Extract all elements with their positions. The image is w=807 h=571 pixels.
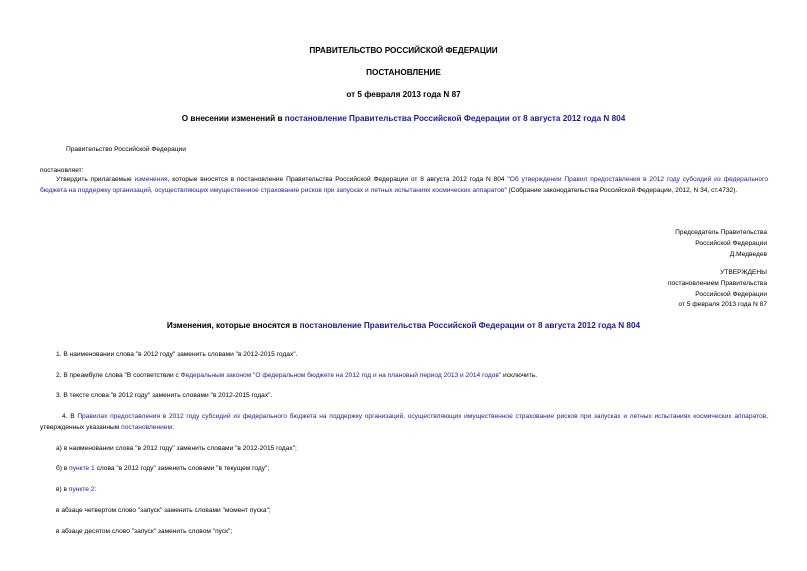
paragraph-4th-change: в абзаце четвертом слово "запуск" заменить словами "момент пуска"; [56,507,271,514]
signature-block [675,228,767,260]
rules-provision-link[interactable]: Правилах предоставления в 2012 году субсидий из федерального бюджета на поддержку организаций, осуществляющих имущественное страхование рисков при запусках и летных испытаниях космических аппаратов [77,413,767,420]
main-paragraph [40,175,768,197]
item-4-text-3: : [172,423,174,431]
changes-title [0,321,807,330]
item-4-text-2: , утвержденных указанным [40,413,769,431]
resolution-link[interactable]: постановлением [121,423,173,431]
subitem-b-text-2: слова "в 2012 году" заменить словами "в текущем году"; [94,465,270,472]
item-2-text-1: 2. В преамбуле слова "В соответствии с [56,372,181,379]
federal-law-link[interactable]: Федеральным законом "О федеральном бюджете на 2012 год и на плановый период 2013 и 2014 годов" [180,372,502,379]
approved-block [668,268,767,311]
subitem-v-text-2: : [94,486,97,493]
document-title-prefix: О внесении изменений в [181,114,285,123]
signature-position: Председатель Правительства [675,229,767,236]
changes-title-link[interactable]: постановление Правительства Российской Федерации от 8 августа 2012 года N 804 [299,321,641,330]
document-type: ПОСТАНОВЛЕНИЕ [366,68,441,77]
item-1: 1. В наименовании слова "в 2012 году" заменить словами "в 2012-2015 годах". [56,351,298,358]
approved-by: постановлением Правительства [667,279,767,287]
approved-date: от 5 февраля 2013 года N 87 [678,301,767,309]
main-paragraph-text-3: " (Собрание законодательства Российской Федерации, 2012, N 34, ст.4732). [504,186,738,194]
point-1-link[interactable]: пункте 1 [69,465,95,472]
approved-label: УТВЕРЖДЕНЫ [720,269,767,276]
item-3: 3. В тексте слова "в 2012 году" заменить словами "в 2012-2015 годах". [56,392,273,399]
main-paragraph-text-1: Утвердить прилагаемые [56,176,135,183]
main-paragraph-text-2: , которые вносятся в постановление Правительства Российской Федерации от 8 августа 2012 года N 804 " [167,176,510,183]
document-title-link[interactable]: постановление Правительства Российской Федерации от 8 августа 2012 года N 804 [284,114,626,123]
subitem-v-text-1: в) в [56,486,69,493]
document-date: от 5 февраля 2013 года N 87 [346,90,461,99]
item-2-text-2: исключить. [501,372,538,379]
signature-org: Российской Федерации [695,239,767,247]
subitem-v [56,485,96,496]
subitem-b-text-1: б) в [56,465,70,472]
signature-name: Д.Медведев [729,250,767,258]
item-4-text-1: 4. В [62,413,78,420]
subitem-a: а) в наименовании слова "в 2012 году" заменить словами "в 2012-2015 годах"; [56,445,297,452]
item-4 [40,412,768,434]
resolves-word: постановляет: [40,167,84,174]
point-2-link[interactable]: пункте 2 [68,486,95,493]
changes-link[interactable]: изменения [134,176,168,183]
subitem-b [56,464,269,475]
issuer: Правительство Российской Федерации [66,146,186,153]
item-2 [56,371,537,382]
changes-title-prefix: Изменения, которые вносятся в [166,321,300,330]
rules-link[interactable]: Об утверждении Правил предоставления в 2012 году субсидий из федерального бюджета на поддержку организаций, осуществляющих имущественное страхование рисков при запусках и летных испытаниях космических аппаратов [40,176,768,194]
document-title [0,114,807,123]
paragraph-10th-change: в абзаце десятом слово "запуск" заменить словом "пуск"; [56,528,233,535]
government-heading: ПРАВИТЕЛЬСТВО РОССИЙСКОЙ ФЕДЕРАЦИИ [309,46,498,55]
approved-org: Российской Федерации [695,290,767,298]
